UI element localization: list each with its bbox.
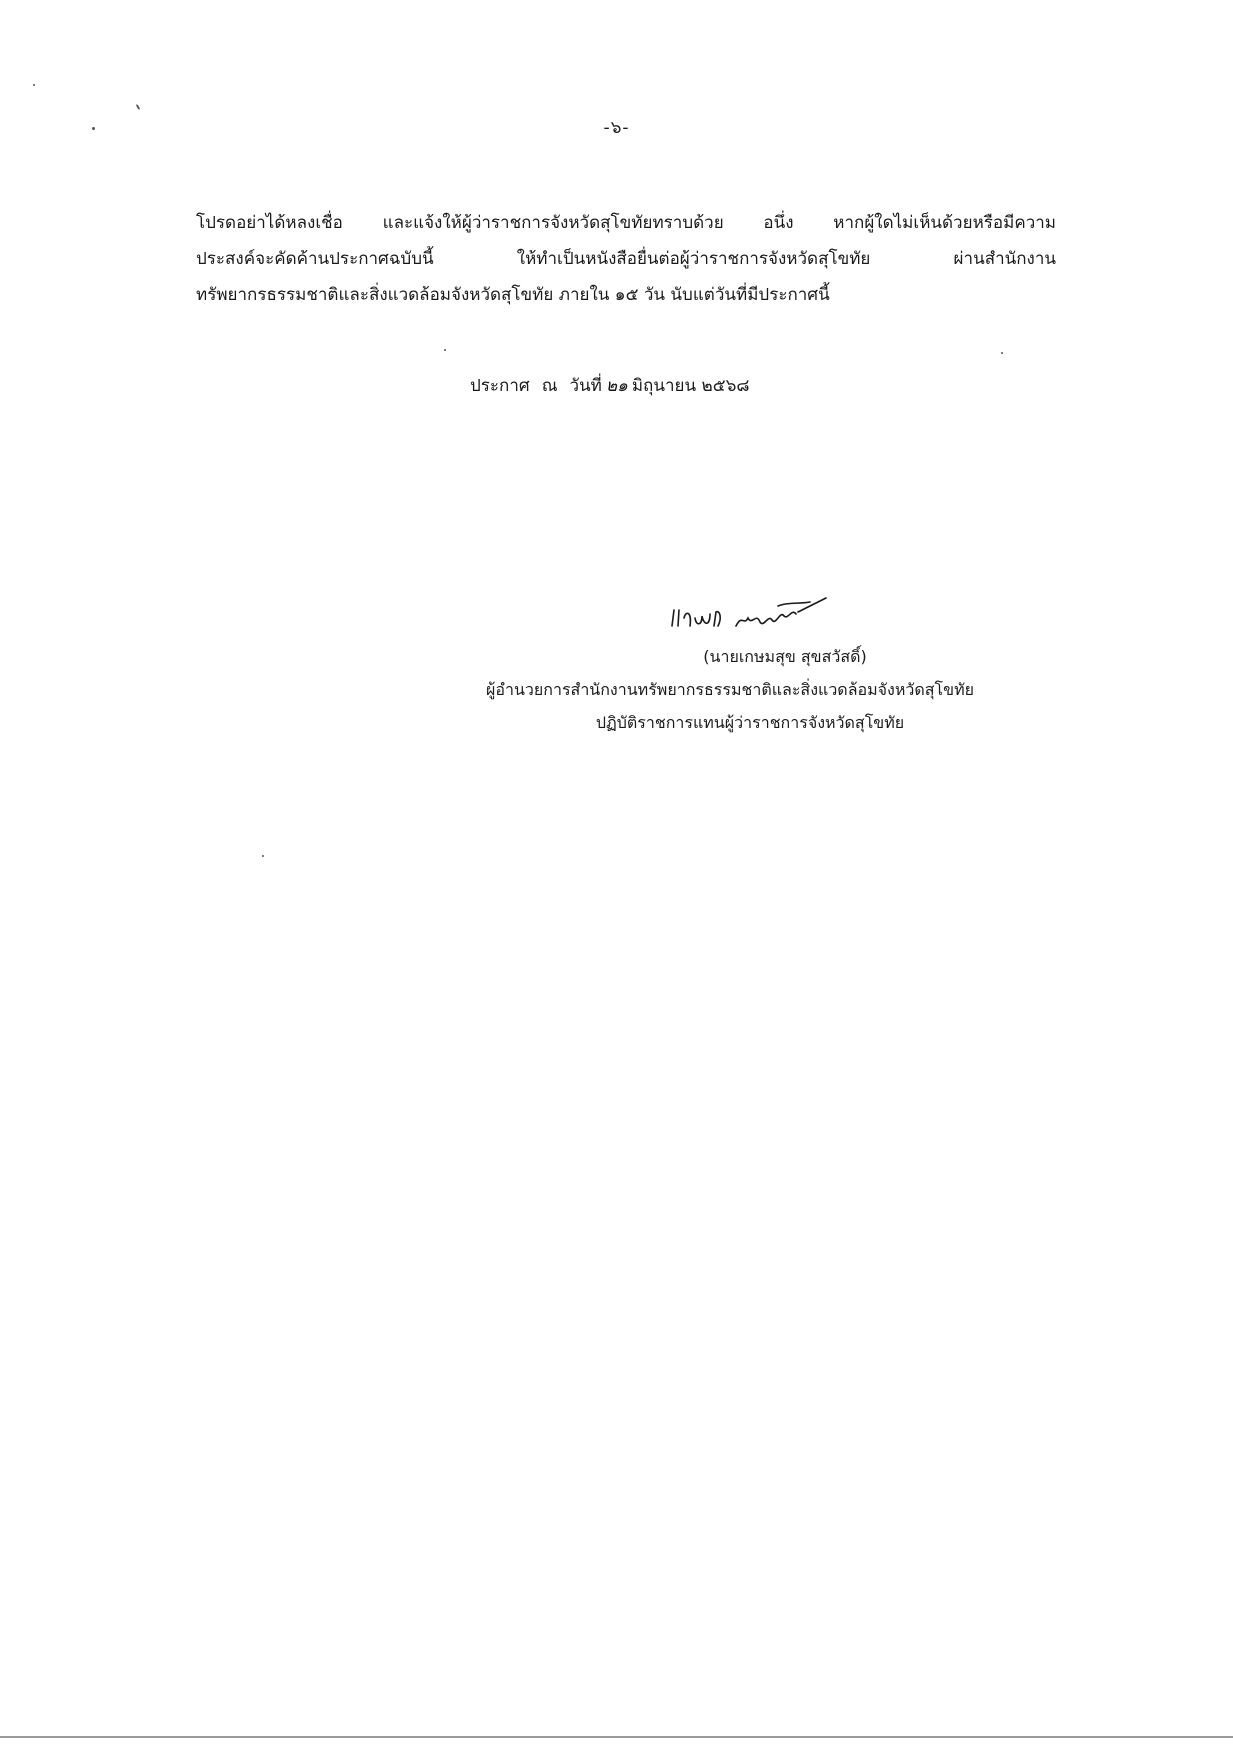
page-number: -๖- <box>603 118 630 138</box>
scan-bottom-edge <box>0 1736 1233 1738</box>
scan-speck <box>444 349 446 351</box>
body-paragraph <box>196 205 1056 313</box>
body-line: โปรดอย่าได้หลงเชื่อ และแจ้งให้ผู้ว่าราชการจังหวัดสุโขทัยทราบด้วย อนึ่ง หากผู้ใดไม่เห็นด้วยหรือมีความ <box>196 213 1056 233</box>
body-line: ประสงค์จะคัดค้านประกาศฉบับนี้ ให้ทำเป็นหนังสือยื่นต่อผู้ว่าราชการจังหวัดสุโขทัย ผ่านสำนักงาน <box>196 249 1056 269</box>
signatory-acting-for: ปฏิบัติราชการแทนผู้ว่าราชการจังหวัดสุโขทัย <box>595 713 905 732</box>
announcement-date <box>470 372 749 399</box>
scan-speck <box>262 855 264 857</box>
signature-block <box>460 640 1000 739</box>
day-value: ๒๑ <box>605 376 628 396</box>
day-label: วันที่ <box>569 376 602 396</box>
body-line: ทรัพยากรธรรมชาติและสิ่งแวดล้อมจังหวัดสุโขทัย ภายใน ๑๕ วัน นับแต่วันที่มีประกาศนี้ <box>196 285 830 305</box>
scan-speck <box>136 104 141 110</box>
announcement-at: ณ <box>541 376 558 396</box>
scan-speck <box>1001 352 1003 354</box>
month-year: มิถุนายน ๒๕๖๘ <box>631 376 750 396</box>
handwritten-signature <box>668 596 838 638</box>
announcement-prefix: ประกาศ <box>470 376 530 396</box>
signatory-name: (นายเกษมสุข สุขสวัสดิ์) <box>703 647 867 666</box>
scan-speck <box>33 84 35 86</box>
signatory-position: ผู้อำนวยการสำนักงานทรัพยากรธรรมชาติและสิ่งแวดล้อมจังหวัดสุโขทัย <box>486 680 974 699</box>
